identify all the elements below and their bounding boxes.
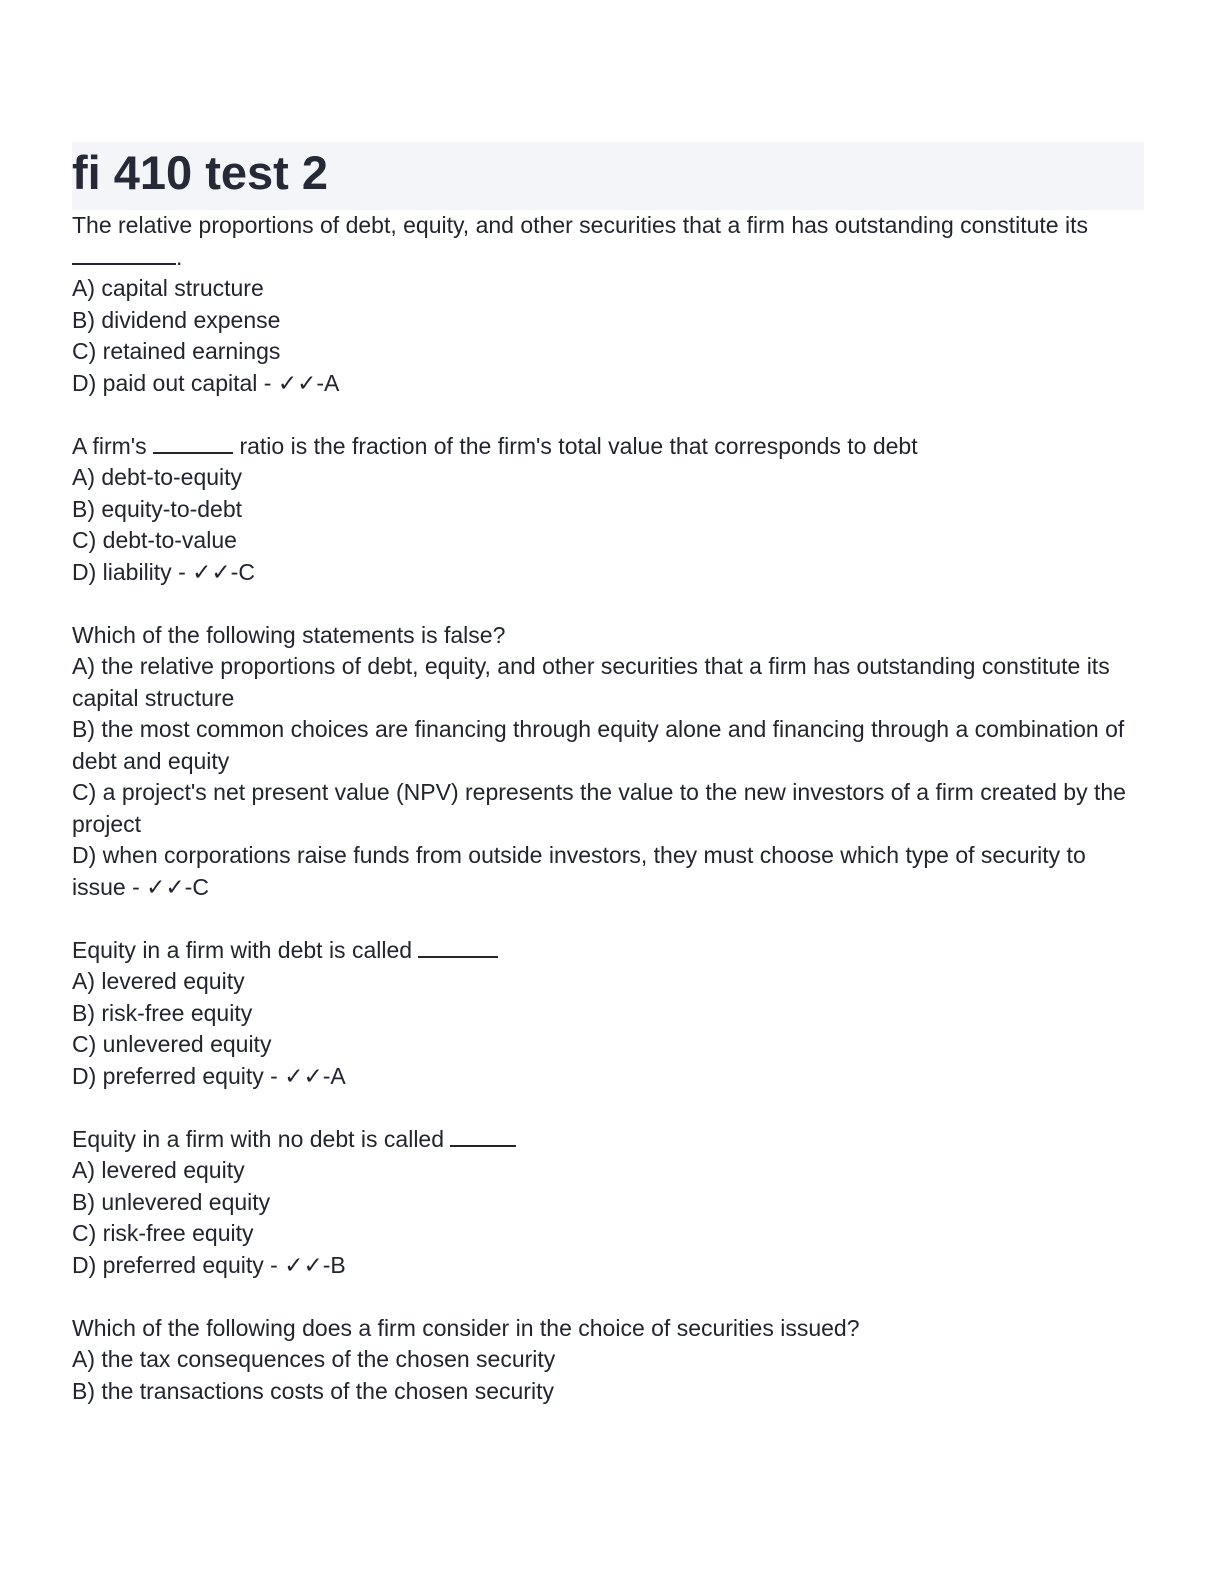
answer-option: C) retained earnings [72, 338, 281, 364]
answer-option: B) the most common choices are financing through equity alone and financing through a combination of debt and equity [72, 716, 1125, 774]
answer-option-with-key: D) preferred equity - ✓✓-A [72, 1062, 346, 1089]
question-block [72, 210, 1144, 399]
answer-option-with-key: D) preferred equity - ✓✓-B [72, 1251, 346, 1278]
answer-option-with-key: D) liability - ✓✓-C [72, 558, 255, 585]
answer-option-with-key: D) paid out capital - ✓✓-A [72, 369, 340, 396]
answer-option-with-key: D) when corporations raise funds from outside investors, they must choose which type of security to issue - ✓✓-C [72, 842, 1086, 900]
answer-blank [72, 243, 176, 265]
question-stem: Which of the following does a firm consider in the choice of securities issued? [72, 1314, 860, 1341]
answer-option: B) equity-to-debt [72, 495, 243, 522]
question-stem: Equity in a firm with debt is called [72, 935, 1144, 967]
answer-option: B) dividend expense [72, 306, 281, 333]
answer-option: A) capital structure [72, 275, 264, 301]
answer-option: C) unlevered equity [72, 1031, 272, 1057]
answer-option: A) debt-to-equity [72, 464, 243, 490]
question-stem: A firm's ratio is the fraction of the firm's total value that corresponds to debt [72, 432, 918, 459]
question-block [72, 1313, 1144, 1408]
answer-option: B) the transactions costs of the chosen security [72, 1377, 554, 1404]
question-stem: The relative proportions of debt, equity, and other securities that a firm has outstanding constitute its [72, 212, 1088, 238]
question-block [72, 935, 1144, 1093]
answer-option: B) risk-free equity [72, 999, 253, 1026]
page-title: fi 410 test 2 [72, 146, 329, 199]
answer-blank [418, 936, 498, 958]
answer-option: A) levered equity [72, 968, 245, 994]
document-content [72, 210, 1144, 1407]
answer-option: A) levered equity [72, 1157, 245, 1183]
answer-option: A) the tax consequences of the chosen security [72, 1346, 556, 1372]
answer-option: C) debt-to-value [72, 527, 237, 553]
answer-blank [153, 432, 233, 454]
answer-option: C) risk-free equity [72, 1220, 254, 1246]
document-page [72, 142, 1144, 1439]
title-bar [72, 142, 1144, 210]
answer-option: B) unlevered equity [72, 1188, 271, 1215]
question-stem: Which of the following statements is false? [72, 621, 506, 648]
question-block [72, 620, 1144, 904]
answer-blank [450, 1125, 516, 1147]
answer-option: A) the relative proportions of debt, equity, and other securities that a firm has outstanding constitute its capital structure [72, 653, 1110, 711]
question-block [72, 1124, 1144, 1282]
question-block [72, 431, 1144, 589]
question-stem-continuation: . [72, 242, 1144, 274]
question-stem: Equity in a firm with no debt is called [72, 1124, 1144, 1156]
answer-option: C) a project's net present value (NPV) represents the value to the new investors of a firm created by the project [72, 779, 1126, 837]
